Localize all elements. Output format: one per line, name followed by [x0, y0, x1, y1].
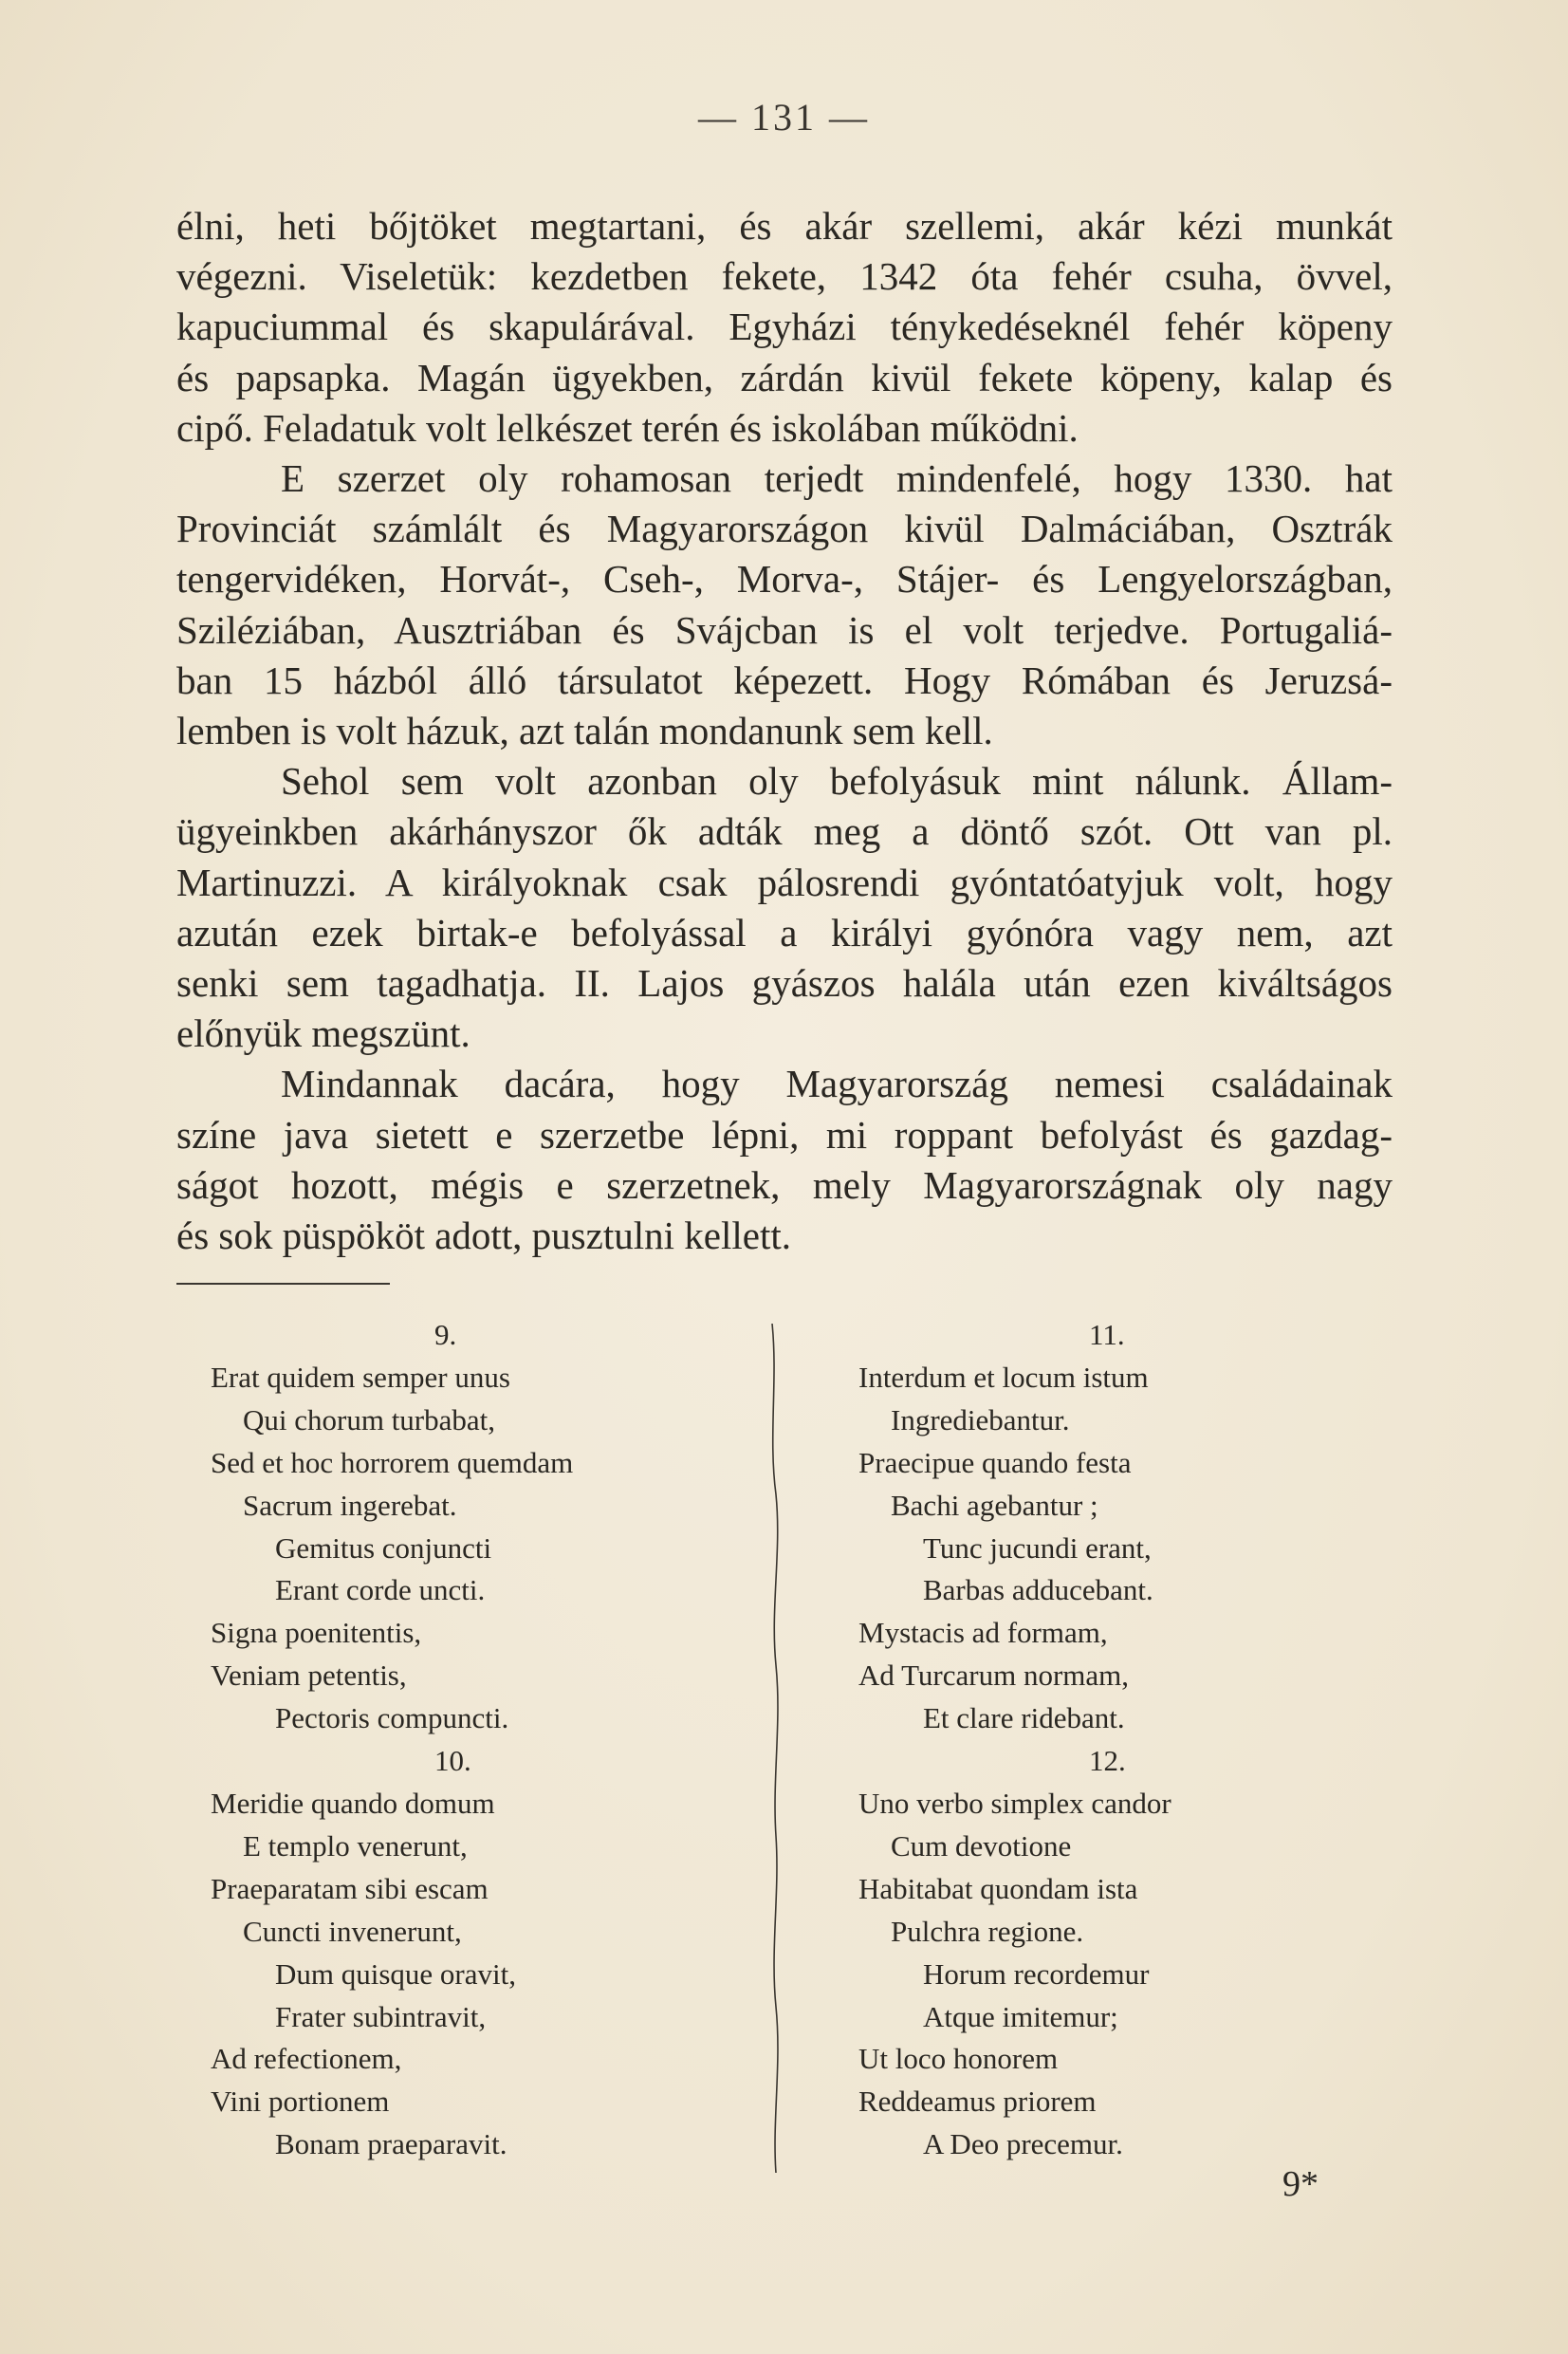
verse-line: A Deo precemur. [923, 2127, 1123, 2161]
verse-line: Qui chorum turbabat, [243, 1402, 496, 1436]
prose-line: színe java sietett e szerzetbe lépni, mi roppant befolyást és gazdag- [176, 1112, 1393, 1157]
verse-line: Dum quisque oravit, [275, 1956, 516, 1991]
prose-line: ságot hozott, mégis e szerzetnek, mely Magyarországnak oly nagy [176, 1162, 1393, 1207]
prose-line: és papsapka. Magán ügyekben, zárdán kivül fekete köpeny, kalap és [176, 355, 1393, 399]
verse-line: Vini portionem [211, 2085, 390, 2119]
prose-line: E szerzet oly rohamosan terjedt mindenfelé, hogy 1330. hat [281, 456, 1393, 501]
verse-line: Veniam petentis, [211, 1659, 407, 1693]
prose-line: Sziléziában, Ausztriában és Svájcban is el volt terjedve. Portugaliá- [176, 607, 1393, 652]
prose-line: ügyeinkben akárhányszor ők adták meg a döntő szót. Ott van pl. [176, 809, 1393, 854]
stanza-number: 11. [1089, 1318, 1125, 1351]
verse-line: Atque imitemur; [923, 1999, 1118, 2033]
prose-line: ban 15 házból álló társulatot képezett. Hogy Rómában és Jeruzsá- [176, 658, 1393, 702]
prose-line: előnyük megszünt. [176, 1011, 470, 1056]
verse-line: Praecipue quando festa [858, 1445, 1132, 1479]
verse-line: Habitabat quondam ista [858, 1871, 1138, 1905]
verse-line: Cuncti invenerunt, [243, 1914, 462, 1948]
poem-column-left [211, 1314, 742, 2166]
verse-line: Sed et hoc horrorem quemdam [211, 1445, 574, 1479]
verse-line: Reddeamus priorem [858, 2085, 1097, 2119]
prose-line: azután ezek birtak-e befolyással a királyi gyónóra vagy nem, azt [176, 910, 1393, 955]
verse-line: Tunc jucundi erant, [923, 1530, 1152, 1565]
page-number: — 131 — [698, 96, 870, 139]
verse-line: Interdum et locum istum [858, 1360, 1149, 1394]
verse-line: Pectoris compuncti. [275, 1701, 509, 1735]
verse-line: Erant corde uncti. [275, 1573, 486, 1607]
prose-body [176, 201, 1393, 1261]
prose-line: és sok püspököt adott, pusztulni kellett. [176, 1214, 791, 1258]
prose-line: Provinciát számlált és Magyarországon kivül Dalmáciában, Osztrák [176, 507, 1393, 551]
prose-line: Mindannak dacára, hogy Magyarország nemesi családainak [281, 1062, 1393, 1106]
verse-line: Sacrum ingerebat. [243, 1488, 457, 1522]
verse-line: Frater subintravit, [275, 1999, 487, 2033]
verse-line: Erat quidem semper unus [211, 1360, 510, 1394]
verse-line: Uno verbo simplex candor [858, 1786, 1171, 1820]
verse-line: Pulchra regione. [891, 1914, 1084, 1948]
stanza-number: 9. [434, 1318, 457, 1351]
column-divider-brace [765, 1324, 787, 2173]
verse-line: Bonam praeparavit. [275, 2127, 507, 2161]
prose-line: kapuciummal és skapulárával. Egyházi ténykedéseknél fehér köpeny [176, 305, 1393, 349]
prose-line: Martinuzzi. A királyoknak csak pálosrendi gyóntatóatyjuk volt, hogy [176, 860, 1393, 904]
prose-line: végezni. Viseletük: kezdetben fekete, 1342 óta fehér csuha, övvel, [176, 254, 1393, 299]
prose-line: élni, heti bőjtöket megtartani, és akár szellemi, akár kézi munkát [176, 204, 1393, 248]
verse-line: Horum recordemur [923, 1956, 1150, 1991]
prose-line: cipő. Feladatuk volt lelkészet terén és iskolában működni. [176, 405, 1079, 450]
verse-line: Praeparatam sibi escam [211, 1871, 489, 1905]
verse-line: Ut loco honorem [858, 2042, 1059, 2076]
prose-line: Sehol sem volt azonban oly befolyásuk mint nálunk. Állam- [281, 759, 1393, 804]
verse-line: E templo venerunt, [243, 1828, 468, 1863]
stanza-number: 10. [434, 1744, 471, 1778]
prose-line: senki sem tagadhatja. II. Lajos gyászos halála után ezen kiváltságos [176, 961, 1393, 1006]
verse-line: Et clare ridebant. [923, 1701, 1125, 1735]
verse-line: Gemitus conjuncti [275, 1530, 492, 1565]
verse-line: Cum devotione [891, 1828, 1072, 1863]
poem-column-right [858, 1314, 1352, 2166]
prose-line: lemben is volt házuk, azt talán mondanunk sem kell. [176, 709, 993, 753]
verse-line: Mystacis ad formam, [858, 1616, 1108, 1650]
verse-line: Ad Turcarum normam, [858, 1659, 1130, 1693]
signature-mark: 9* [1282, 2164, 1319, 2204]
stanza-number: 12. [1089, 1744, 1126, 1778]
section-rule [176, 1283, 390, 1285]
prose-line: tengervidéken, Horvát-, Cseh-, Morva-, Stájer- és Lengyelországban, [176, 557, 1393, 602]
verse-line: Barbas adducebant. [923, 1573, 1153, 1607]
verse-line: Signa poenitentis, [211, 1616, 422, 1650]
verse-line: Meridie quando domum [211, 1786, 495, 1820]
verse-line: Bachi agebantur ; [891, 1488, 1098, 1522]
verse-line: Ingrediebantur. [891, 1402, 1070, 1436]
verse-line: Ad refectionem, [211, 2042, 402, 2076]
